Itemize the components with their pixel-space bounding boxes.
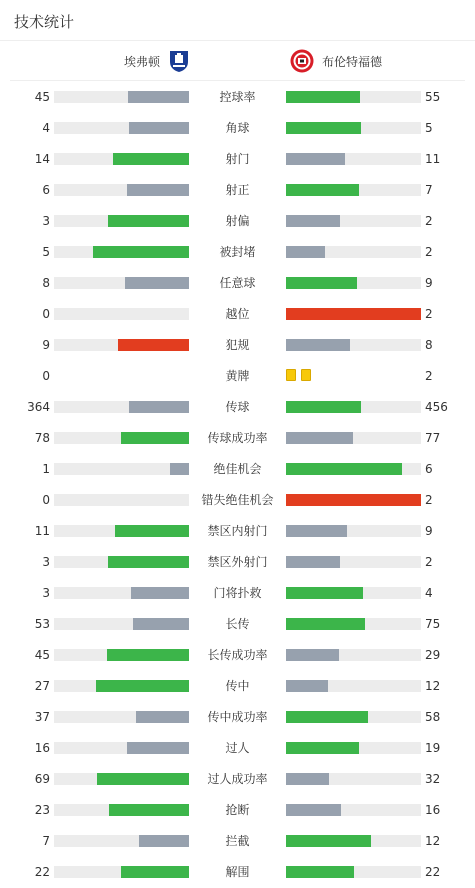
away-value: 2: [425, 555, 433, 569]
home-value: 5: [42, 245, 50, 259]
away-bar: [286, 804, 341, 816]
away-value: 8: [425, 338, 433, 352]
away-bar: [286, 153, 345, 165]
stat-row: [0, 862, 475, 882]
away-bar-track: [286, 463, 421, 475]
away-bar: [286, 494, 421, 506]
home-bar: [125, 277, 189, 289]
home-value: 45: [34, 90, 50, 104]
home-bar-track: [54, 804, 189, 816]
away-value: 55: [425, 90, 441, 104]
away-bar-track: [286, 401, 421, 413]
away-bar-track: [286, 649, 421, 661]
home-value: 8: [42, 276, 50, 290]
stat-row: [0, 490, 475, 510]
away-value: 2: [425, 214, 433, 228]
away-bar-track: [286, 835, 421, 847]
stat-label: 射正: [225, 183, 250, 197]
away-bar: [286, 742, 359, 754]
away-bar: [286, 649, 339, 661]
home-bar: [97, 773, 189, 785]
away-bar: [286, 215, 340, 227]
away-bar-track: [286, 308, 421, 320]
home-bar-track: [54, 432, 189, 444]
home-bar-track: [54, 773, 189, 785]
home-bar: [129, 122, 189, 134]
home-value: 45: [34, 648, 50, 662]
away-value: 9: [425, 276, 433, 290]
stat-row: [0, 831, 475, 851]
home-bar: [133, 618, 189, 630]
stat-row: [0, 707, 475, 727]
stat-row: [0, 180, 475, 200]
away-bar-track: [286, 432, 421, 444]
home-bar-track: [54, 525, 189, 537]
away-bar: [286, 184, 359, 196]
stat-label: 抢断: [225, 803, 250, 817]
home-bar: [109, 804, 189, 816]
home-value: 0: [42, 493, 50, 507]
stat-row: [0, 335, 475, 355]
away-value: 2: [425, 493, 433, 507]
away-value: 5: [425, 121, 433, 135]
home-bar: [136, 711, 189, 723]
away-bar: [286, 835, 371, 847]
away-bar: [286, 587, 363, 599]
stat-label: 拦截: [225, 834, 250, 848]
home-bar-track: [54, 153, 189, 165]
away-bar: [286, 308, 421, 320]
home-bar: [121, 866, 189, 878]
home-value: 4: [42, 121, 50, 135]
stat-label: 长传成功率: [207, 648, 268, 662]
away-bar-track: [286, 246, 421, 258]
stat-label: 任意球: [219, 276, 256, 290]
home-bar-track: [54, 401, 189, 413]
home-bar: [108, 556, 189, 568]
away-value: 12: [425, 834, 441, 848]
home-value: 3: [42, 214, 50, 228]
home-value: 78: [34, 431, 50, 445]
home-bar: [127, 184, 189, 196]
home-value: 7: [42, 834, 50, 848]
stat-row: [0, 738, 475, 758]
home-team-name: 埃弗顿: [123, 54, 160, 69]
away-bar-track: [286, 773, 421, 785]
home-bar-track: [54, 339, 189, 351]
home-value: 9: [42, 338, 50, 352]
away-crest-icon: [290, 49, 314, 73]
stat-row: [0, 552, 475, 572]
stat-label: 传球成功率: [207, 431, 268, 445]
away-value: 12: [425, 679, 441, 693]
stat-label: 被封堵: [219, 245, 256, 259]
stat-label: 长传: [225, 617, 250, 631]
stat-label: 射偏: [225, 214, 250, 228]
away-team-name: 布伦特福德: [322, 54, 383, 69]
away-value: 4: [425, 586, 433, 600]
home-value: 364: [27, 400, 50, 414]
away-value: 9: [425, 524, 433, 538]
away-bar: [286, 91, 360, 103]
away-value: 11: [425, 152, 441, 166]
away-value: 19: [425, 741, 441, 755]
away-value: 22: [425, 865, 441, 879]
away-bar: [286, 680, 328, 692]
home-bar-track: [54, 618, 189, 630]
divider: [0, 40, 475, 41]
home-bar-track: [54, 246, 189, 258]
away-bar-track: [286, 866, 421, 878]
home-bar-track: [54, 711, 189, 723]
stat-label: 绝佳机会: [213, 462, 262, 476]
stat-row: [0, 676, 475, 696]
away-bar-track: [286, 122, 421, 134]
home-bar-track: [54, 742, 189, 754]
home-value: 27: [34, 679, 50, 693]
home-value: 11: [34, 524, 50, 538]
home-bar: [107, 649, 189, 661]
away-bar-track: [286, 494, 421, 506]
away-bar: [286, 246, 325, 258]
away-bar: [286, 432, 353, 444]
home-value: 53: [34, 617, 50, 631]
away-value: 77: [425, 431, 441, 445]
stat-row: [0, 242, 475, 262]
away-bar: [286, 618, 365, 630]
stat-label: 角球: [225, 121, 250, 135]
away-bar-track: [286, 680, 421, 692]
stat-row: [0, 87, 475, 107]
stat-label: 传中成功率: [207, 710, 268, 724]
home-team[interactable]: [124, 50, 190, 72]
divider: [10, 80, 465, 81]
away-value: 6: [425, 462, 433, 476]
away-value: 2: [425, 245, 433, 259]
home-value: 1: [42, 462, 50, 476]
away-bar: [286, 525, 347, 537]
home-bar: [115, 525, 189, 537]
stat-row: [0, 149, 475, 169]
away-bar: [286, 866, 354, 878]
stat-row: [0, 521, 475, 541]
stat-label: 禁区内射门: [207, 524, 268, 538]
away-bar-track: [286, 277, 421, 289]
stat-label: 传中: [225, 679, 250, 693]
stat-label: 传球: [225, 400, 250, 414]
stat-label: 过人: [225, 741, 250, 755]
away-value: 29: [425, 648, 441, 662]
away-bar-track: [286, 215, 421, 227]
away-bar-track: [286, 618, 421, 630]
away-bar: [286, 711, 368, 723]
home-bar: [127, 742, 189, 754]
stat-row: [0, 614, 475, 634]
home-value: 16: [34, 741, 50, 755]
away-bar: [286, 401, 361, 413]
away-value: 75: [425, 617, 441, 631]
home-bar-track: [54, 184, 189, 196]
away-value: 58: [425, 710, 441, 724]
home-bar-track: [54, 494, 189, 506]
home-bar-track: [54, 91, 189, 103]
away-value: 456: [425, 400, 448, 414]
home-value: 0: [42, 369, 50, 383]
home-bar: [131, 587, 189, 599]
stat-label: 犯规: [225, 338, 250, 352]
yellow-card-icon: [286, 369, 296, 381]
home-bar: [139, 835, 189, 847]
stat-row: [0, 273, 475, 293]
away-bar-track: [286, 153, 421, 165]
stat-label: 错失绝佳机会: [201, 493, 274, 507]
home-bar: [118, 339, 189, 351]
away-bar: [286, 773, 329, 785]
home-bar-track: [54, 835, 189, 847]
stat-row: [0, 428, 475, 448]
stat-row: [0, 211, 475, 231]
away-bar-track: [286, 742, 421, 754]
stat-row: [0, 397, 475, 417]
away-bar-track: [286, 339, 421, 351]
away-bar-track: [286, 184, 421, 196]
stat-row: [0, 459, 475, 479]
home-bar: [121, 432, 189, 444]
home-bar: [108, 215, 189, 227]
stat-label: 门将扑救: [213, 586, 262, 600]
away-bar-track: [286, 587, 421, 599]
stat-row: [0, 366, 475, 386]
away-team[interactable]: [290, 50, 382, 72]
stat-label: 过人成功率: [207, 772, 268, 786]
home-value: 14: [34, 152, 50, 166]
page-title: 技术统计: [14, 13, 75, 31]
stat-label: 解围: [225, 865, 250, 879]
home-bar: [129, 401, 189, 413]
home-crest-icon: [168, 49, 190, 73]
away-bar: [286, 122, 361, 134]
away-bar-track: [286, 711, 421, 723]
home-bar-track: [54, 556, 189, 568]
stat-row: [0, 645, 475, 665]
away-bar-track: [286, 556, 421, 568]
stat-label: 越位: [225, 307, 250, 321]
home-value: 37: [34, 710, 50, 724]
home-bar-track: [54, 308, 189, 320]
home-bar: [128, 91, 189, 103]
home-bar-track: [54, 463, 189, 475]
away-bar: [286, 463, 402, 475]
stat-label: 禁区外射门: [207, 555, 268, 569]
home-value: 3: [42, 586, 50, 600]
away-bar-track: [286, 804, 421, 816]
stat-row: [0, 304, 475, 324]
away-value: 2: [425, 307, 433, 321]
home-value: 23: [34, 803, 50, 817]
home-value: 69: [34, 772, 50, 786]
home-value: 0: [42, 307, 50, 321]
home-bar-track: [54, 680, 189, 692]
home-value: 3: [42, 555, 50, 569]
stat-row: [0, 118, 475, 138]
away-bar-track: [286, 91, 421, 103]
away-bar: [286, 339, 350, 351]
stat-label: 控球率: [219, 90, 256, 104]
stat-row: [0, 769, 475, 789]
away-bar: [286, 277, 357, 289]
stat-label: 射门: [225, 152, 250, 166]
home-bar-track: [54, 215, 189, 227]
home-bar-track: [54, 277, 189, 289]
teams-header: [0, 44, 475, 78]
home-bar: [93, 246, 189, 258]
yellow-card-icon: [301, 369, 311, 381]
home-value: 6: [42, 183, 50, 197]
home-bar: [170, 463, 189, 475]
home-bar: [113, 153, 189, 165]
away-value: 16: [425, 803, 441, 817]
away-bar: [286, 556, 340, 568]
away-value: 2: [425, 369, 433, 383]
home-value: 22: [34, 865, 50, 879]
home-bar-track: [54, 587, 189, 599]
stat-row: [0, 800, 475, 820]
away-value: 7: [425, 183, 433, 197]
home-bar: [96, 680, 189, 692]
home-bar-track: [54, 122, 189, 134]
away-value: 32: [425, 772, 441, 786]
home-bar-track: [54, 649, 189, 661]
home-bar-track: [54, 866, 189, 878]
stat-label: 黄牌: [225, 369, 250, 383]
away-bar-track: [286, 525, 421, 537]
stat-row: [0, 583, 475, 603]
